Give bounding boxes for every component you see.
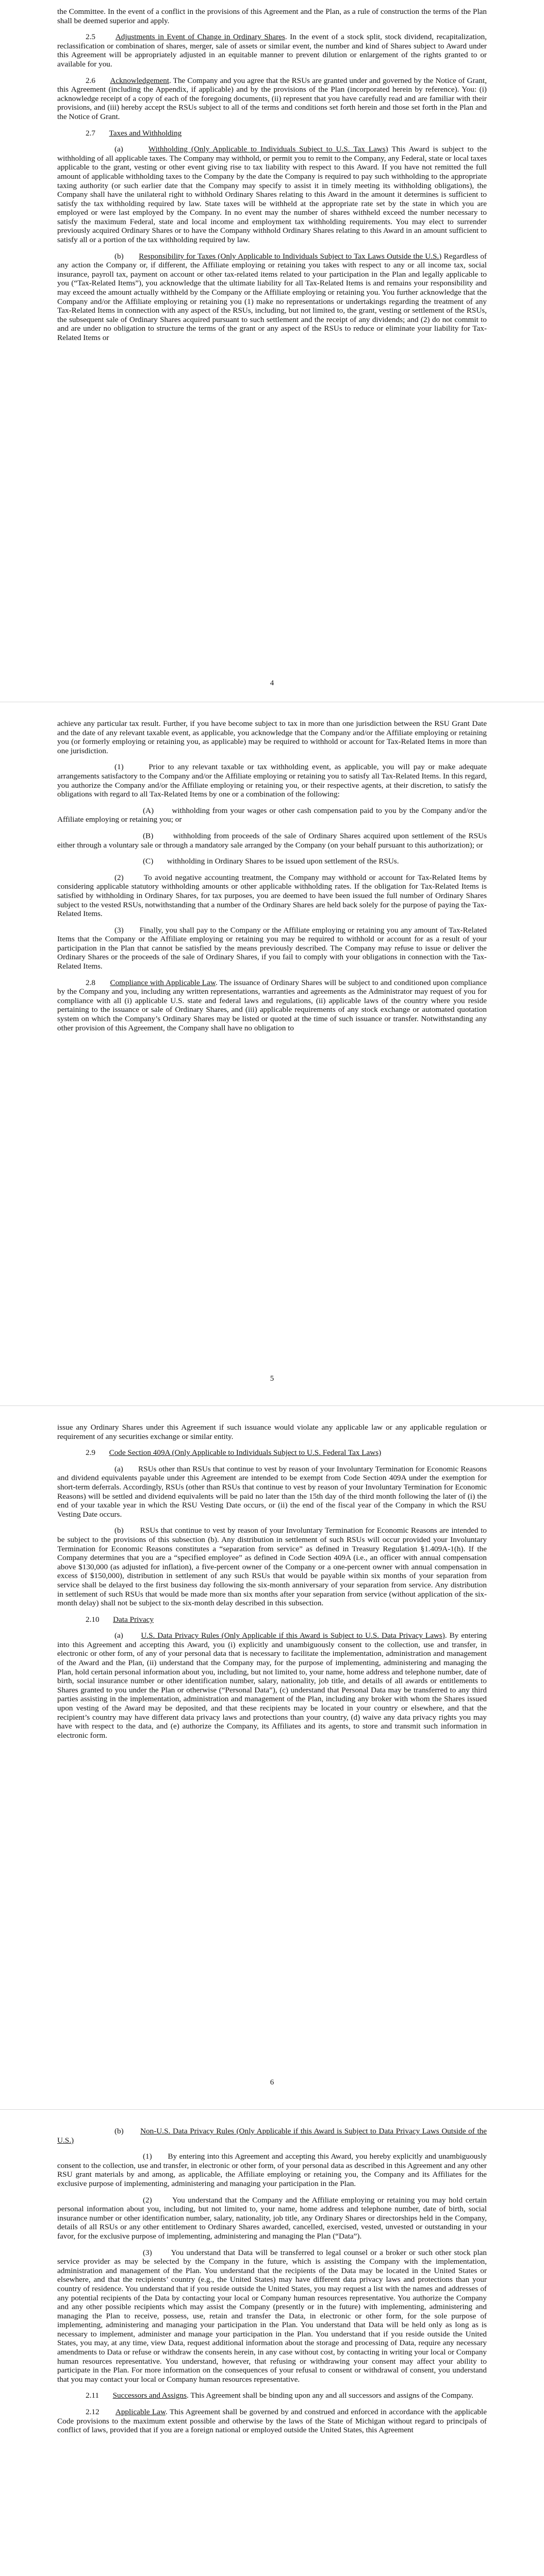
document-page bbox=[0, 1408, 544, 2108]
item-A: (A) withholding from your wages or other cash compensation paid to you by the Company and/or the Affiliate employing or retaining you; or bbox=[57, 806, 487, 824]
item-1: (1) By entering into this Agreement and accepting this Award, you hereby explicitly and unambiguously consent to the collection, use and transfer, in electronic or other form, of your personal data as described in this Agreement and any other RSU grant materials by and among, as applicable, the Affiliate employing or retaining you, the Company and its Affiliates for the exclusive purpose of implementing, administering and managing your participation in the Plan. bbox=[57, 2152, 487, 2188]
document-page bbox=[0, 2111, 544, 2576]
page-separator bbox=[0, 1405, 544, 1406]
section-2-10-b-heading: (b) Non-U.S. Data Privacy Rules (Only Applicable if this Award is Subject to Data Privacy Laws Outside of the U.S.) bbox=[57, 2127, 487, 2145]
section-2-9-b: (b) RSUs that continue to vest by reason of your Involuntary Termination for Economic Reasons are intended to be subject to the provisions of this subsection (b). Any distribution in settlement of such RSUs will occur provided your Involuntary Termination for Economic Reasons constitutes a “separation from service” as defined in Treasury Regulation §1.409A-1(h). If the Company determines that you are a “specified employee” as defined in Code Section 409A (i.e., an officer with annual compensation above $130,000 (as adjusted for inflation), a five-percent owner of the Company or a one-percent owner with annual compensation in excess of $150,000), distribution in settlement of any such RSUs that would be payable within six months of your separation from service shall be delayed to the first business day following the six-month anniversary of your separation from service. Any distribution in settlement of such RSUs that would be made more than six months after your separation from service (without application of the six-month delay) shall not be subject to the six-month delay described in this subsection. bbox=[57, 1526, 487, 1608]
item-3: (3) You understand that Data will be transferred to legal counsel or a broker or such other stock plan service provider as may be selected by the Company in the future, which is assisting the Company with the implementation, administration and management of the Plan. You understand that the recipients of the Data may be located in the United States or elsewhere, and that the recipients’ country (e.g., the United States) may have different data privacy laws and protections than your country of residence. You understand that if you reside outside the United States, you may request a list with the names and addresses of any potential recipients of the Data by contacting your local or Company human resources representative. You authorize the Company and any other possible recipients which may assist the Company (presently or in the future) with implementing, administering and managing the Plan to receive, possess, use, retain and transfer the Data, in electronic or other form, for the sole purpose of implementing, administering and managing your participation in the Plan. You understand that Data will be held only as long as is necessary to implement, administer and manage your participation in the Plan. You understand that if you reside outside the United States, you may, at any time, view Data, request additional information about the storage and processing of Data, require any necessary amendments to Data or refuse or withdraw the consents herein, in any case without cost, by contacting in writing your local or Company human resources representative. You understand, however, that refusing or withdrawing your consent may affect your ability to participate in the Plan. For more information on the consequences of your refusal to consent or withdrawal of consent, you understand that you may contact your local or Company human resources representative. bbox=[57, 2248, 487, 2384]
section-2-10-a: (a) U.S. Data Privacy Rules (Only Applicable if this Award is Subject to U.S. Data Privacy Laws). By entering into this Agreement and accepting this Award, you (i) explicitly and unambiguously consent to the collection, use and transfer, in electronic or other form, of any of your personal data that is necessary to facilitate the implementation, administration and management of the Award and the Plan, (ii) understand that the Company may, for the purpose of implementing, administering and managing the Plan, hold certain personal information about you, including, but not limited to, your name, home address and telephone number, date of birth, social insurance number or other identification number, salary, nationality, job title, and details of all awards or entitlements to Shares granted to you under the Plan or otherwise (“Personal Data”), (c) understand that Personal Data may be transferred to any third parties assisting in the implementation, administration and management of the Plan, including any broker with whom the Shares issued upon vesting of the Award may be deposited, and that these recipients may be located in your country or elsewhere, and that the recipient’s country may have different data privacy laws and protections than your country, (d) waive any data privacy rights you may have with respect to the data, and (e) authorize the Company, its Affiliates and its agents, to store and transmit such information in electronic form. bbox=[57, 1631, 487, 1740]
paragraph: the Committee. In the event of a conflict in the provisions of this Agreement and the Plan, as a rule of construction the terms of the Plan shall be deemed superior and apply. bbox=[57, 7, 487, 25]
section-2-6: 2.6 Acknowledgement. The Company and you agree that the RSUs are granted under and governed by the Notice of Grant, this Agreement (including the Appendix, if applicable) and by the provisions of the Plan (incorporated herein by reference). You: (i) acknowledge receipt of a copy of each of the foregoing documents, (ii) represent that you have carefully read and are familiar with their provisions, and (iii) hereby accept the RSUs subject to all of the terms and conditions set forth herein and those set forth in the Plan and the Notice of Grant. bbox=[57, 76, 487, 121]
section-2-7-a: (a) Withholding (Only Applicable to Individuals Subject to U.S. Tax Laws) This Award is subject to the withholding of all applicable taxes. The Company may withhold, or permit you to remit to the Company, any Federal, state or local taxes applicable to the grant, vesting or other event giving rise to tax liability with respect to this Award. If you have not remitted the full amount of applicable withholding taxes to the Company by the date the Company is required to pay such withholding to the appropriate taxing authority (or such earlier date that the Company may specify to assist it in timely meeting its withholding obligations), the Company shall have the unilateral right to withhold Ordinary Shares relating to this Award in the amount it determines is sufficient to satisfy the tax withholding required by law. State taxes will be withheld at the appropriate rate set by the state in which you are employed or were last employed by the Company. In no event may the number of shares withheld exceed the number necessary to satisfy the maximum Federal, state and local income and employment tax withholding requirements. You may elect to surrender previously acquired Ordinary Shares or to have the Company withhold Ordinary Shares relating to this Award in an amount sufficient to satisfy all or a portion of the tax withholding required by law. bbox=[57, 145, 487, 245]
section-2-12: 2.12 Applicable Law. This Agreement shall be governed by and construed and enforced in accordance with the applicable Code provisions to the maximum extent possible and otherwise by the laws of the State of Michigan without regard to principals of conflict of laws, provided that if you are a foreign national or employed outside the United States, this Agreement bbox=[57, 2408, 487, 2435]
document-page bbox=[0, 0, 544, 701]
page-number: 5 bbox=[270, 1375, 274, 1383]
document-page bbox=[0, 704, 544, 1404]
section-2-9-heading: 2.9 Code Section 409A (Only Applicable to Individuals Subject to U.S. Federal Tax Laws) bbox=[86, 1448, 382, 1458]
page-separator bbox=[0, 2109, 544, 2110]
section-2-10-heading: 2.10 Data Privacy bbox=[86, 1615, 154, 1624]
section-2-7-b: (b) Responsibility for Taxes (Only Applicable to Individuals Subject to Tax Laws Outside the U.S.) Regardless of any action the Company or, if different, the Affiliate employing or retaining you takes with respect to any or all income tax, social insurance, payroll tax, payment on account or other tax-related items related to your participation in the Plan and legally applicable to you (“Tax-Related Items”), you acknowledge that the ultimate liability for all Tax-Related Items is and remains your responsibility and may exceed the amount actually withheld by the Company or the Affiliate employing or retaining you. You further acknowledge that the Company and/or the Affiliate employing or retaining you (1) make no representations or undertakings regarding the treatment of any Tax-Related Items in connection with any aspect of the RSUs, including, but not limited to, the grant, vesting or settlement of the RSUs, the subsequent sale of Ordinary Shares acquired pursuant to such settlement and the receipt of any dividends; and (2) do not commit to and are under no obligation to structure the terms of the grant or any aspect of the RSUs to reduce or eliminate your liability for Tax-Related Items or bbox=[57, 251, 487, 342]
item-B: (B) withholding from proceeds of the sale of Ordinary Shares acquired upon settlement of the RSUs either through a voluntary sale or through a mandatory sale arranged by the Company (on your behalf pursuant to this authorization); or bbox=[57, 831, 487, 850]
paragraph: achieve any particular tax result. Further, if you have become subject to tax in more than one jurisdiction between the RSU Grant Date and the date of any relevant taxable event, as applicable, you acknowledge that the Company and/or the Affiliate employing or retaining you (or formerly employing or retaining you, as applicable) may be required to withhold or account for Tax-Related Items in more than one jurisdiction. bbox=[57, 719, 487, 755]
section-2-7-heading: 2.7 Taxes and Withholding bbox=[86, 128, 182, 138]
item-3: (3) Finally, you shall pay to the Company or the Affiliate employing or retaining you any amount of Tax-Related Items that the Company or the Affiliate employing or retaining you may be required to withhold or account for as a result of your participation in the Plan that cannot be satisfied by the means previously described. The Company may refuse to issue or deliver the Ordinary Shares or the proceeds of the sale of Ordinary Shares, if you fail to comply with your obligations in connection with the Tax-Related Items. bbox=[57, 925, 487, 971]
item-2: (2) To avoid negative accounting treatment, the Company may withhold or account for Tax-Related Items by considering applicable statutory withholding amounts or other applicable withholding rates. If the obligation for Tax-Related Items is satisfied by withholding in Ordinary Shares, for tax purposes, you are deemed to have been issued the full number of Ordinary Shares subject to the vested RSUs, notwithstanding that a number of the Ordinary Shares are held back solely for the purpose of paying the Tax-Related Items. bbox=[57, 873, 487, 919]
section-2-5: 2.5 Adjustments in Event of Change in Ordinary Shares. In the event of a stock split, stock dividend, recapitalization, reclassification or combination of shares, merger, sale of assets or similar event, the number and kind of Shares subject to Award under this Agreement will be appropriately adjusted in an equitable manner to prevent dilution or enlargement of the rights granted to or available for you. bbox=[57, 32, 487, 69]
section-2-11: 2.11 Successors and Assigns. This Agreement shall be binding upon any and all successors and assigns of the Company. bbox=[86, 2391, 473, 2400]
paragraph: issue any Ordinary Shares under this Agreement if such issuance would violate any applicable law or any applicable regulation or requirement of any securities exchange or similar entity. bbox=[57, 1423, 487, 1441]
item-1: (1) Prior to any relevant taxable or tax withholding event, as applicable, you will pay or make adequate arrangements satisfactory to the Company and/or the Affiliate employing or retaining you to satisfy all Tax-Related Items. In this regard, you authorize the Company and/or the Affiliate employing or retaining you, or their respective agents, at their discretion, to satisfy the obligations with regard to all Tax-Related Items by one or a combination of the following: bbox=[57, 762, 487, 799]
item-2: (2) You understand that the Company and the Affiliate employing or retaining you may hold certain personal information about you, including, but not limited to, your name, home address and telephone number, date of birth, social insurance number or other identification number, salary, nationality, job title, any Ordinary Shares or directorships held in the Company, details of all RSUs or any other entitlement to Ordinary Shares awarded, cancelled, exercised, vested, unvested or outstanding in your favor, for the exclusive purpose of implementing, administering and managing the Plan (“Data”). bbox=[57, 2195, 487, 2241]
page-number: 4 bbox=[270, 679, 274, 687]
page-number: 6 bbox=[270, 2078, 274, 2087]
item-C: (C) withholding in Ordinary Shares to be issued upon settlement of the RSUs. bbox=[143, 857, 399, 866]
section-2-8: 2.8 Compliance with Applicable Law. The issuance of Ordinary Shares will be subject to and conditioned upon compliance by the Company and you, including any written representations, warranties and agreements as the Administrator may request of you for compliance with all (i) applicable U.S. state and federal laws and regulations, (ii) applicable laws of the country where you reside pertaining to the issuance or sale of Ordinary Shares, and (iii) applicable requirements of any stock exchange or automated quotation system on which the Company’s Ordinary Shares may be listed or quoted at the time of such issuance or transfer. Notwithstanding any other provision of this Agreement, the Company shall have no obligation to bbox=[57, 978, 487, 1032]
section-2-9-a: (a) RSUs other than RSUs that continue to vest by reason of your Involuntary Termination for Economic Reasons and dividend equivalents payable under this Agreement are intended to be exempt from Code Section 409A under the exemption for short-term deferrals. Accordingly, RSUs (other than RSUs that continue to vest by reason of your Involuntary Termination for Economic Reasons) will be settled and dividend equivalents will be paid no later than the 15th day of the third month following the later of (i) the end of your taxable year in which the RSU Vesting Date occurs, or (ii) the end of the fiscal year of the Company in which the RSU Vesting Date occurs. bbox=[57, 1464, 487, 1519]
